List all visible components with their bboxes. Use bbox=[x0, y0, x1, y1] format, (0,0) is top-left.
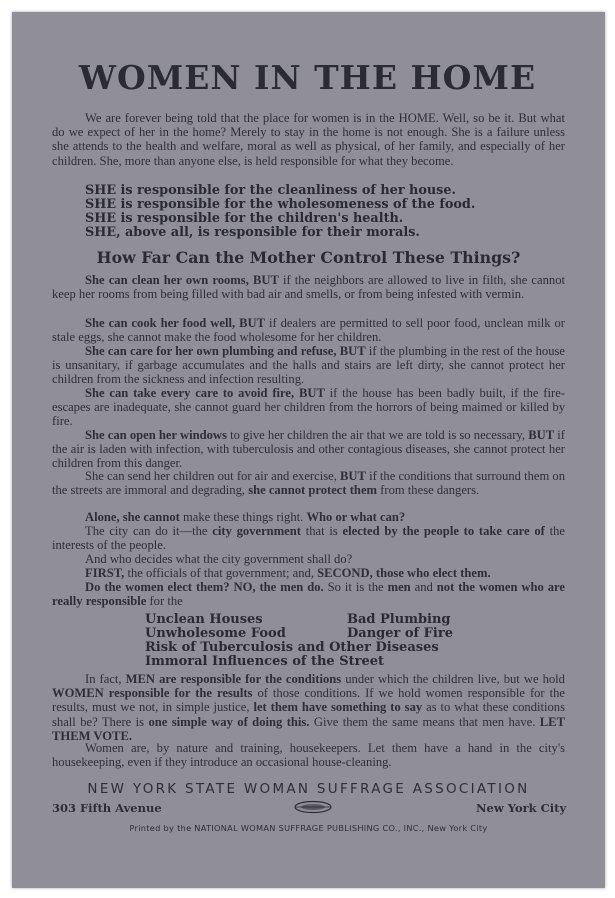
union-label-icon bbox=[293, 800, 333, 814]
paragraph-emphasis: FIRST, bbox=[85, 566, 125, 580]
paragraph-lead: She can clean her own rooms, BUT bbox=[85, 273, 279, 287]
paragraph-lead: BUT bbox=[528, 428, 555, 442]
condition-item: Immoral Influences of the Street bbox=[145, 654, 385, 669]
paragraph-text: She can send her children out for air and exercise, bbox=[85, 469, 341, 483]
paragraph-emphasis: not the women who are really responsible bbox=[52, 580, 566, 609]
condition-item: Unclean Houses bbox=[145, 612, 263, 627]
paragraph-text: The city can do it—the bbox=[85, 524, 213, 538]
paragraph-men-elect bbox=[52, 580, 565, 608]
paragraph-text: if the air is laden with infection, with tuberculosis and other contagious diseases, she cannot protect her children from this danger. bbox=[52, 428, 566, 471]
paragraph-emphasis: SECOND, those who elect them. bbox=[317, 566, 491, 580]
paragraph-text: the officials of that government; and, bbox=[124, 566, 318, 580]
paragraph-emphasis: Alone, she cannot bbox=[85, 510, 180, 524]
responsibility-line: SHE, above all, is responsible for their morals. bbox=[85, 225, 420, 240]
paragraph-alone bbox=[52, 510, 565, 524]
paragraph-text: the interests of the people. bbox=[52, 524, 565, 553]
paragraph-emphasis: one simple way of doing this. bbox=[148, 714, 310, 729]
paragraph-text: if the house has been badly built, if the fire-escapes are inadequate, she cannot guard her children from the horrors of being maimed or killed by fire. bbox=[52, 386, 565, 429]
paragraph-text: make these things right. bbox=[179, 510, 307, 524]
condition-item: Danger of Fire bbox=[347, 626, 453, 641]
paragraph-lead: She can care for her own plumbing and refuse, BUT bbox=[85, 344, 366, 358]
responsibility-line: SHE is responsible for the cleanliness of her house. bbox=[85, 183, 456, 198]
paragraph-food bbox=[52, 316, 565, 344]
paragraph-plumbing bbox=[52, 344, 565, 387]
paragraph-text: as to what these conditions shall be? There is bbox=[52, 700, 565, 729]
association-name: NEW YORK STATE WOMAN SUFFRAGE ASSOCIATION bbox=[87, 781, 530, 797]
responsibility-line: SHE is responsible for the children's health. bbox=[85, 211, 404, 226]
page-title: WOMEN IN THE HOME bbox=[78, 58, 537, 97]
paragraph-fire bbox=[52, 386, 565, 429]
condition-item: Risk of Tuberculosis and Other Diseases bbox=[145, 640, 439, 655]
condition-item: Bad Plumbing bbox=[347, 612, 451, 627]
paragraph-text: under which the children live, but we hold bbox=[341, 672, 565, 686]
paragraph-text: In fact, bbox=[85, 672, 126, 686]
paragraph-emphasis: let them have something to say bbox=[253, 700, 423, 715]
section-subheading: How Far Can the Mother Control These Things? bbox=[96, 248, 521, 267]
paragraph-emphasis: MEN are responsible for the conditions bbox=[125, 672, 342, 686]
paragraph-emphasis: city government bbox=[212, 524, 301, 538]
paragraph-who-decides: And who decides what the city government shall do? bbox=[85, 552, 353, 566]
condition-item: Unwholesome Food bbox=[145, 626, 286, 641]
paragraph-rooms bbox=[52, 273, 565, 301]
printer-credit: Printed by the NATIONAL WOMAN SUFFRAGE PUBLISHING CO., INC., New York City bbox=[129, 823, 488, 833]
paragraph-text: Give them the same means that men have. bbox=[309, 714, 540, 729]
paragraph-emphasis: Who or what can? bbox=[306, 510, 406, 524]
paragraph-emphasis: WOMEN responsible for the results bbox=[52, 686, 253, 701]
paragraph-lead: She can cook her food well, BUT bbox=[85, 316, 265, 330]
paragraph-text: if dealers are permitted to sell poor food, unclean milk or stale eggs, she cannot make the food wholesome for her children. bbox=[52, 316, 565, 345]
paragraph-housekeepers: Women are, by nature and training, housekeepers. Let them have a hand in the city's housekeeping, even if they introduce an occasional house-cleaning. bbox=[52, 741, 565, 770]
paragraph-text: of those conditions. If we hold women responsible for the results, must we not, in simple justice, bbox=[52, 686, 565, 715]
paragraph-streets bbox=[52, 469, 565, 497]
paragraph-in-fact bbox=[52, 672, 565, 743]
paragraph-lead: She can open her windows bbox=[85, 428, 227, 442]
responsibility-line: SHE is responsible for the wholesomeness of the food. bbox=[85, 197, 476, 212]
paragraph-emphasis: elected by the people to take care of bbox=[342, 524, 545, 538]
paragraph-text: from these dangers. bbox=[377, 483, 480, 498]
paragraph-text: So it is the bbox=[323, 580, 388, 594]
paragraph-emphasis: BUT bbox=[340, 469, 366, 483]
paragraph-text: and bbox=[410, 580, 437, 594]
paragraph-text: to give her children the air that we are told is so necessary, bbox=[226, 428, 529, 442]
paragraph-windows bbox=[52, 428, 565, 471]
paragraph-lead: She can take every care to avoid fire, BUT bbox=[85, 386, 325, 400]
paragraph-text: if the neighbors are allowed to live in filth, she cannot keep her rooms from being filled with bad air and smells, or from being infested with vermin. bbox=[52, 273, 565, 302]
paragraph-text: that is bbox=[300, 524, 343, 538]
paragraph-emphasis: Do the women elect them? NO, the men do. bbox=[85, 580, 324, 594]
paragraph-emphasis: she cannot protect them bbox=[248, 483, 378, 498]
paragraph-city bbox=[52, 524, 565, 552]
paragraph-emphasis: LET THEM VOTE. bbox=[52, 714, 565, 743]
paragraph-text: if the plumbing in the rest of the house is unsanitary, if garbage accumulates and the halls and stairs are left dirty, she cannot protect her children from the sickness and infection resulting. bbox=[52, 344, 565, 387]
paragraph-emphasis: men bbox=[387, 580, 411, 594]
address-street: 303 Fifth Avenue bbox=[52, 801, 162, 815]
paragraph-text: if the conditions that surround them on the streets are immoral and degrading, bbox=[52, 469, 566, 498]
intro-paragraph: We are forever being told that the place for women is in the HOME. Well, so be it. But what do we expect of her in the home? Merely to stay in the home is not enough. She is a failure unless she attends to the health and welfare, moral as well as physical, of her family, and especially of her children. She, more than anyone else, is held responsible for what they become. bbox=[52, 111, 565, 168]
paragraph-text: for the bbox=[146, 594, 183, 609]
address-city: New York City bbox=[476, 801, 567, 815]
paragraph-first-second bbox=[52, 566, 565, 580]
